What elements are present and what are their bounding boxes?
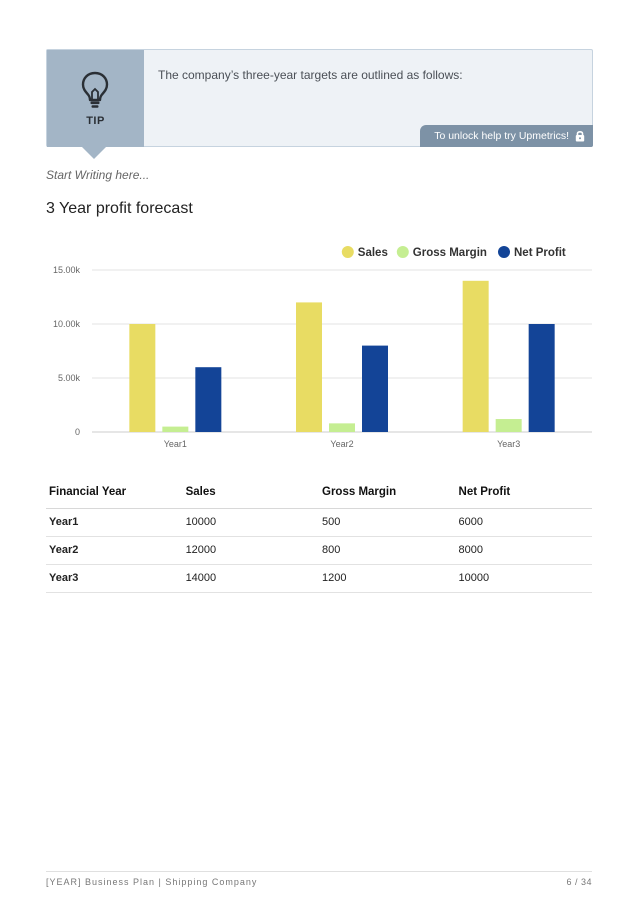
cell-net-profit: 6000 bbox=[456, 508, 592, 536]
x-axis-ticks bbox=[164, 439, 521, 449]
bar-sales-year3[interactable] bbox=[463, 281, 489, 432]
footer-document-title: [YEAR] Business Plan | Shipping Company bbox=[46, 877, 258, 887]
footer-divider bbox=[46, 871, 592, 872]
header-financial-year: Financial Year bbox=[46, 477, 183, 508]
header-sales: Sales bbox=[183, 477, 319, 508]
cell-year: Year1 bbox=[46, 508, 183, 536]
legend-swatch-gross-margin bbox=[397, 246, 409, 258]
x-tick-label: Year3 bbox=[497, 439, 521, 449]
cell-sales: 12000 bbox=[183, 536, 319, 564]
header-gross-margin: Gross Margin bbox=[319, 477, 456, 508]
cell-gross-margin: 800 bbox=[319, 536, 456, 564]
bar-sales-year2[interactable] bbox=[296, 302, 322, 432]
cell-net-profit: 10000 bbox=[456, 564, 592, 592]
cell-sales: 10000 bbox=[183, 508, 319, 536]
y-tick-label: 10.00k bbox=[52, 319, 80, 329]
cell-gross-margin: 500 bbox=[319, 508, 456, 536]
y-tick-label: 15.00k bbox=[52, 265, 80, 275]
tip-box bbox=[46, 49, 593, 147]
cell-gross-margin: 1200 bbox=[319, 564, 456, 592]
x-tick-label: Year2 bbox=[330, 439, 354, 449]
table-row bbox=[46, 508, 592, 536]
cell-year: Year3 bbox=[46, 564, 183, 592]
bar-gross-margin-year1[interactable] bbox=[162, 427, 188, 432]
y-tick-label: 0 bbox=[74, 427, 80, 437]
footer-page-number: 6 / 34 bbox=[566, 877, 592, 887]
financial-table bbox=[46, 477, 592, 593]
chart-legend bbox=[342, 246, 566, 259]
cell-net-profit: 8000 bbox=[456, 536, 592, 564]
bar-sales-year1[interactable] bbox=[129, 324, 155, 432]
tip-label: TIP bbox=[86, 115, 105, 127]
header-net-profit: Net Profit bbox=[456, 477, 592, 508]
table-row bbox=[46, 536, 592, 564]
bar-gross-margin-year2[interactable] bbox=[329, 423, 355, 432]
y-tick-label: 5.00k bbox=[57, 373, 80, 383]
legend-swatch-sales bbox=[342, 246, 354, 258]
y-axis-ticks bbox=[53, 265, 81, 437]
start-writing-placeholder[interactable]: Start Writing here... bbox=[46, 168, 150, 182]
bar-gross-margin-year3[interactable] bbox=[496, 419, 522, 432]
bar-net-profit-year3[interactable] bbox=[529, 324, 555, 432]
legend-label-gross-margin: Gross Margin bbox=[412, 247, 487, 259]
legend-swatch-net-profit bbox=[498, 246, 510, 258]
chart-bars bbox=[129, 281, 554, 432]
legend-label-sales: Sales bbox=[357, 247, 388, 259]
lightbulb-icon bbox=[80, 70, 110, 110]
bar-net-profit-year2[interactable] bbox=[362, 346, 388, 432]
tip-sidebar bbox=[47, 50, 144, 147]
bar-net-profit-year1[interactable] bbox=[195, 367, 221, 432]
lock-icon bbox=[575, 130, 585, 142]
legend-label-net-profit: Net Profit bbox=[514, 247, 566, 259]
table-header-row bbox=[46, 477, 592, 508]
chart-grid bbox=[92, 270, 592, 432]
section-title: 3 Year profit forecast bbox=[46, 200, 193, 217]
cell-sales: 14000 bbox=[183, 564, 319, 592]
tip-text: The company’s three-year targets are outlined as follows: bbox=[158, 68, 463, 82]
x-tick-label: Year1 bbox=[163, 439, 187, 449]
table-row bbox=[46, 564, 592, 592]
cell-year: Year2 bbox=[46, 536, 183, 564]
unlock-help-button[interactable] bbox=[420, 125, 593, 147]
unlock-help-label: To unlock help try Upmetrics! bbox=[434, 130, 569, 142]
profit-forecast-chart bbox=[46, 236, 592, 458]
tip-pointer bbox=[82, 147, 106, 159]
